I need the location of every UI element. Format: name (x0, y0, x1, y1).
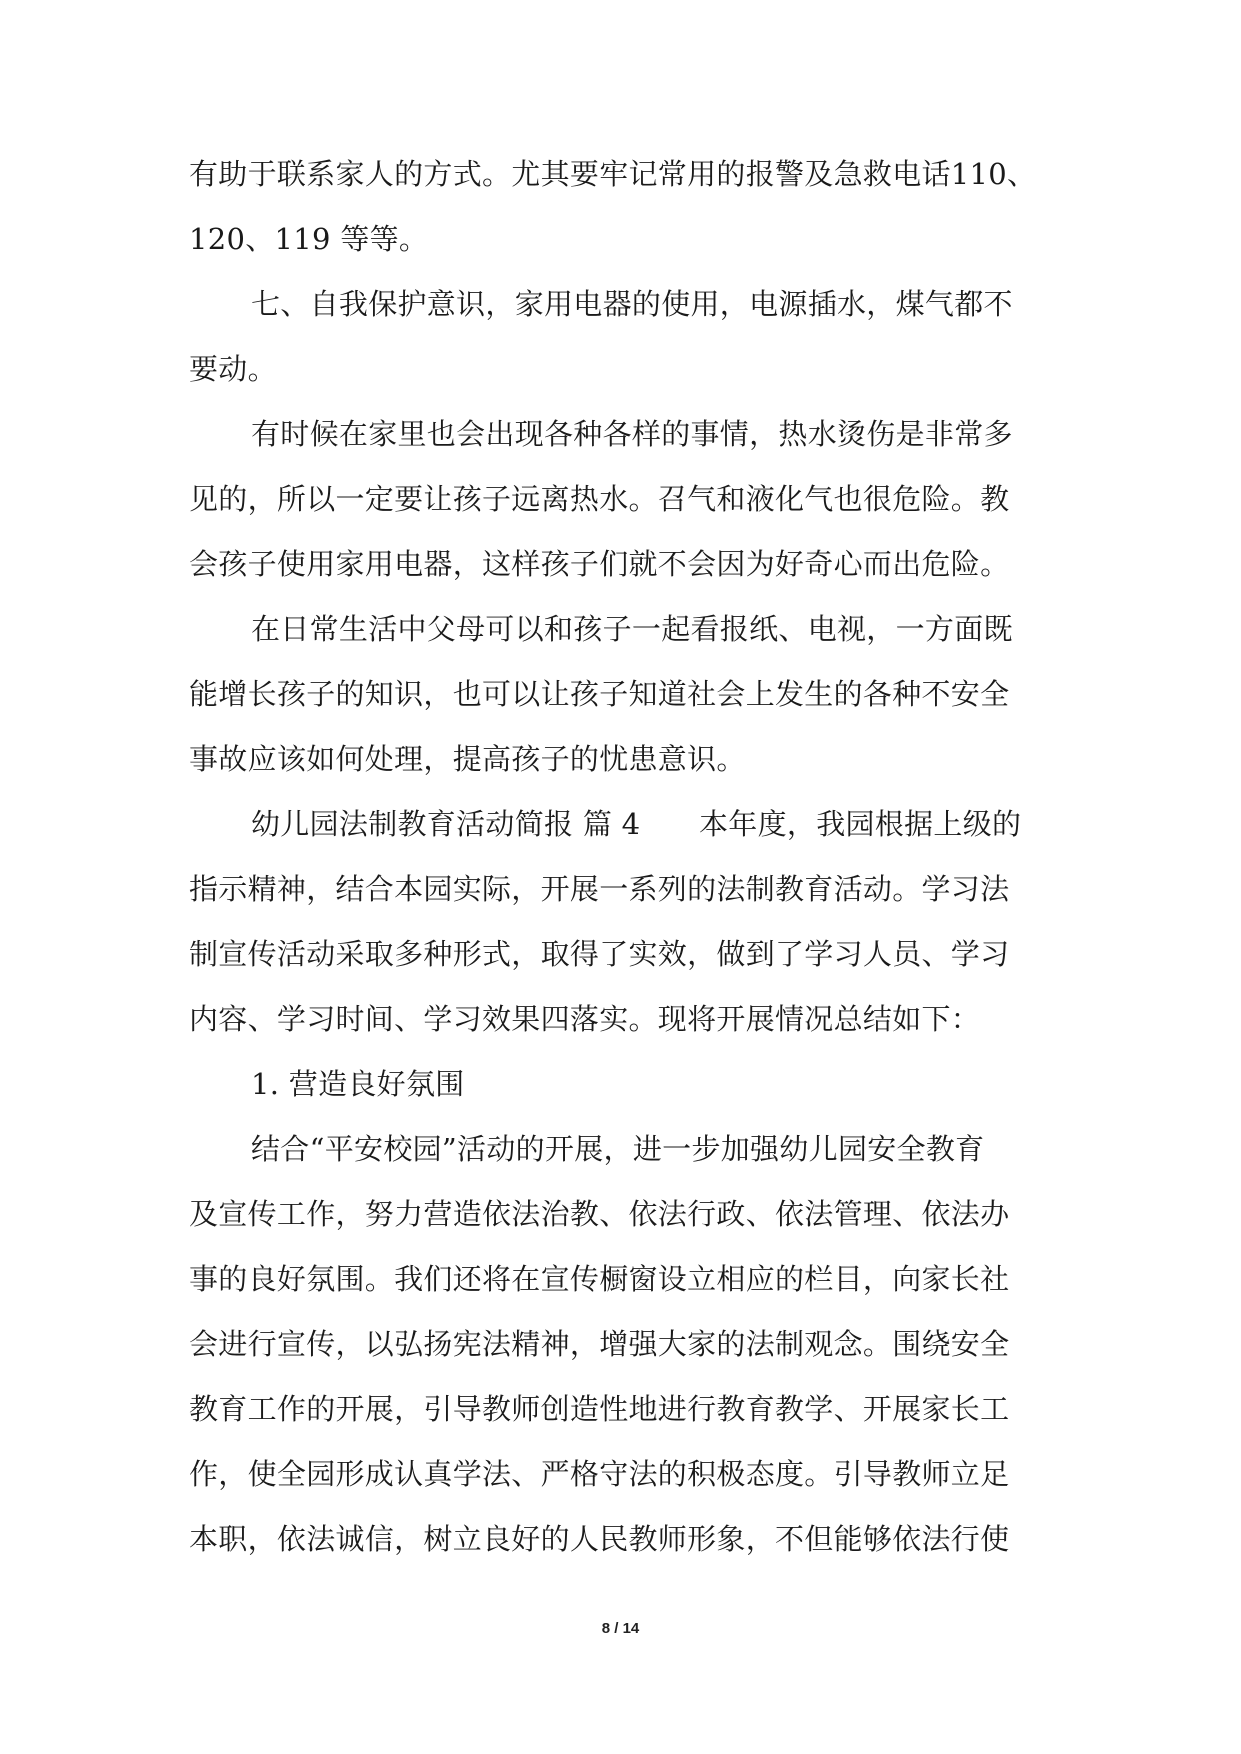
text-line: 事的良好氛围。我们还将在宣传橱窗设立相应的栏目，向家长社 (189, 1262, 1010, 1296)
text-line: 会进行宣传，以弘扬宪法精神，增强大家的法制观念。围绕安全 (189, 1327, 1010, 1361)
text-line: 及宣传工作，努力营造依法治教、依法行政、依法管理、依法办 (189, 1197, 1010, 1231)
text-line: 120、119 等等。 (189, 222, 429, 256)
section-heading: 1. 营造良好氛围 (251, 1067, 465, 1101)
text-line: 作，使全园形成认真学法、严格守法的积极态度。引导教师立足 (189, 1457, 1010, 1491)
text-line: 能增长孩子的知识，也可以让孩子知道社会上发生的各种不安全 (189, 677, 1010, 711)
text-line: 有时候在家里也会出现各种各样的事情，热水烫伤是非常多 (251, 417, 1013, 451)
text-line: 有助于联系家人的方式。尤其要牢记常用的报警及急救电话110、 (189, 157, 1037, 191)
text-line: 见的，所以一定要让孩子远离热水。召气和液化气也很危险。教 (189, 482, 1010, 516)
text-line: 七、自我保护意识，家用电器的使用，电源插水，煤气都不 (251, 287, 1013, 321)
text-line: 幼儿园法制教育活动简报 篇 4 本年度，我园根据上级的 (251, 807, 1022, 841)
text-line: 制宣传活动采取多种形式，取得了实效，做到了学习人员、学习 (189, 937, 1010, 971)
text-line: 会孩子使用家用电器，这样孩子们就不会因为好奇心而出危险。 (189, 547, 1010, 581)
document-body (189, 157, 1053, 1590)
text-line: 事故应该如何处理，提高孩子的忧患意识。 (189, 742, 746, 776)
text-line: 教育工作的开展，引导教师创造性地进行教育教学、开展家长工 (189, 1392, 1010, 1426)
text-line: 内容、学习时间、学习效果四落实。现将开展情况总结如下： (189, 1002, 981, 1036)
page-number: 8 / 14 (601, 1620, 640, 1637)
text-line: 指示精神，结合本园实际，开展一系列的法制教育活动。学习法 (189, 872, 1010, 906)
text-line: 要动。 (189, 352, 277, 386)
text-line: 结合“平安校园”活动的开展，进一步加强幼儿园安全教育 (251, 1132, 985, 1166)
text-line: 本职，依法诚信，树立良好的人民教师形象，不但能够依法行使 (189, 1522, 1010, 1556)
text-line: 在日常生活中父母可以和孩子一起看报纸、电视，一方面既 (251, 612, 1013, 646)
